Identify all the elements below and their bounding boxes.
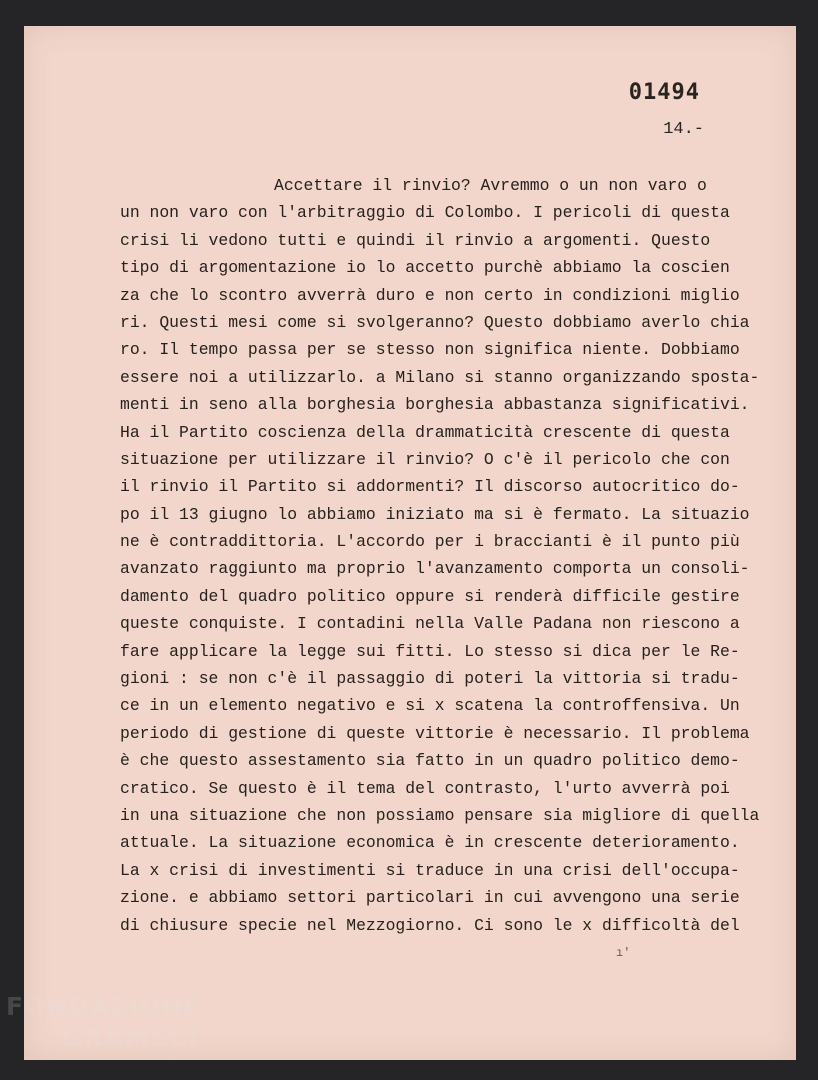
watermark-line-3: onlus xyxy=(150,1052,177,1063)
watermark-line-2: GRAMSCI xyxy=(62,1023,199,1052)
text-line: ne è contraddittoria. L'accordo per i braccianti è il punto più xyxy=(120,532,740,552)
text-line: queste conquiste. I contadini nella Valle Padana non riescono a xyxy=(120,614,740,634)
text-line: Ha il Partito coscienza della drammaticità crescente di questa xyxy=(120,422,730,442)
text-line: essere noi a utilizzarlo. a Milano si stanno organizzando sposta- xyxy=(120,367,760,387)
document-page xyxy=(24,26,796,1060)
stray-pen-mark: ı' xyxy=(616,946,631,960)
text-line: crisi li vedono tutti e quindi il rinvio a argomenti. Questo xyxy=(120,230,711,250)
text-line: fare applicare la legge sui fitti. Lo stesso si dica per le Re- xyxy=(120,641,740,661)
text-line: il rinvio il Partito si addormenti? Il discorso autocritico do- xyxy=(120,477,740,497)
text-line: La x crisi di investimenti si traduce in una crisi dell'occupa- xyxy=(120,860,740,880)
text-line: po il 13 giugno lo abbiamo iniziato ma si è fermato. La situazio xyxy=(120,504,750,524)
text-line: gioni : se non c'è il passaggio di poteri la vittoria si tradu- xyxy=(120,669,740,689)
text-line: ce in un elemento negativo e si x scatena la controffensiva. Un xyxy=(120,696,740,716)
text-line: damento del quadro politico oppure si renderà difficile gestire xyxy=(120,586,740,606)
archive-watermark xyxy=(6,992,202,1063)
text-line: menti in seno alla borghesia borghesia abbastanza significativi. xyxy=(120,395,750,415)
text-line: in una situazione che non possiamo pensare sia migliore di quella xyxy=(120,805,760,825)
text-line: ri. Questi mesi come si svolgeranno? Questo dobbiamo averlo chia xyxy=(120,312,750,332)
text-line: tipo di argomentazione io lo accetto purchè abbiamo la coscien xyxy=(120,258,730,278)
text-line: cratico. Se questo è il tema del contrasto, l'urto avverrà poi xyxy=(120,778,730,798)
text-line: situazione per utilizzare il rinvio? O c'è il pericolo che con xyxy=(120,449,730,469)
text-line: avanzato raggiunto ma proprio l'avanzamento comporta un consoli- xyxy=(120,559,750,579)
text-line: un non varo con l'arbitraggio di Colombo. I pericoli di questa xyxy=(120,203,730,223)
text-line: è che questo assestamento sia fatto in un quadro politico demo- xyxy=(120,751,740,771)
page-number: 14.- xyxy=(663,120,704,139)
document-number: 01494 xyxy=(628,80,700,105)
text-line: za che lo scontro avverrà duro e non certo in condizioni miglio xyxy=(120,285,740,305)
text-line: di chiusure specie nel Mezzogiorno. Ci sono le x difficoltà del xyxy=(120,915,740,935)
typewritten-body xyxy=(120,172,780,939)
text-line: zione. e abbiamo settori particolari in cui avvengono una serie xyxy=(120,888,740,908)
text-line: ro. Il tempo passa per se stesso non significa niente. Dobbiamo xyxy=(120,340,740,360)
text-line: Accettare il rinvio? Avremmo o un non varo o xyxy=(274,176,707,195)
text-line: periodo di gestione di queste vittorie è necessario. Il problema xyxy=(120,723,750,743)
watermark-line-1: FONDAZIONE xyxy=(6,992,203,1021)
text-line: attuale. La situazione economica è in crescente deterioramento. xyxy=(120,833,740,853)
